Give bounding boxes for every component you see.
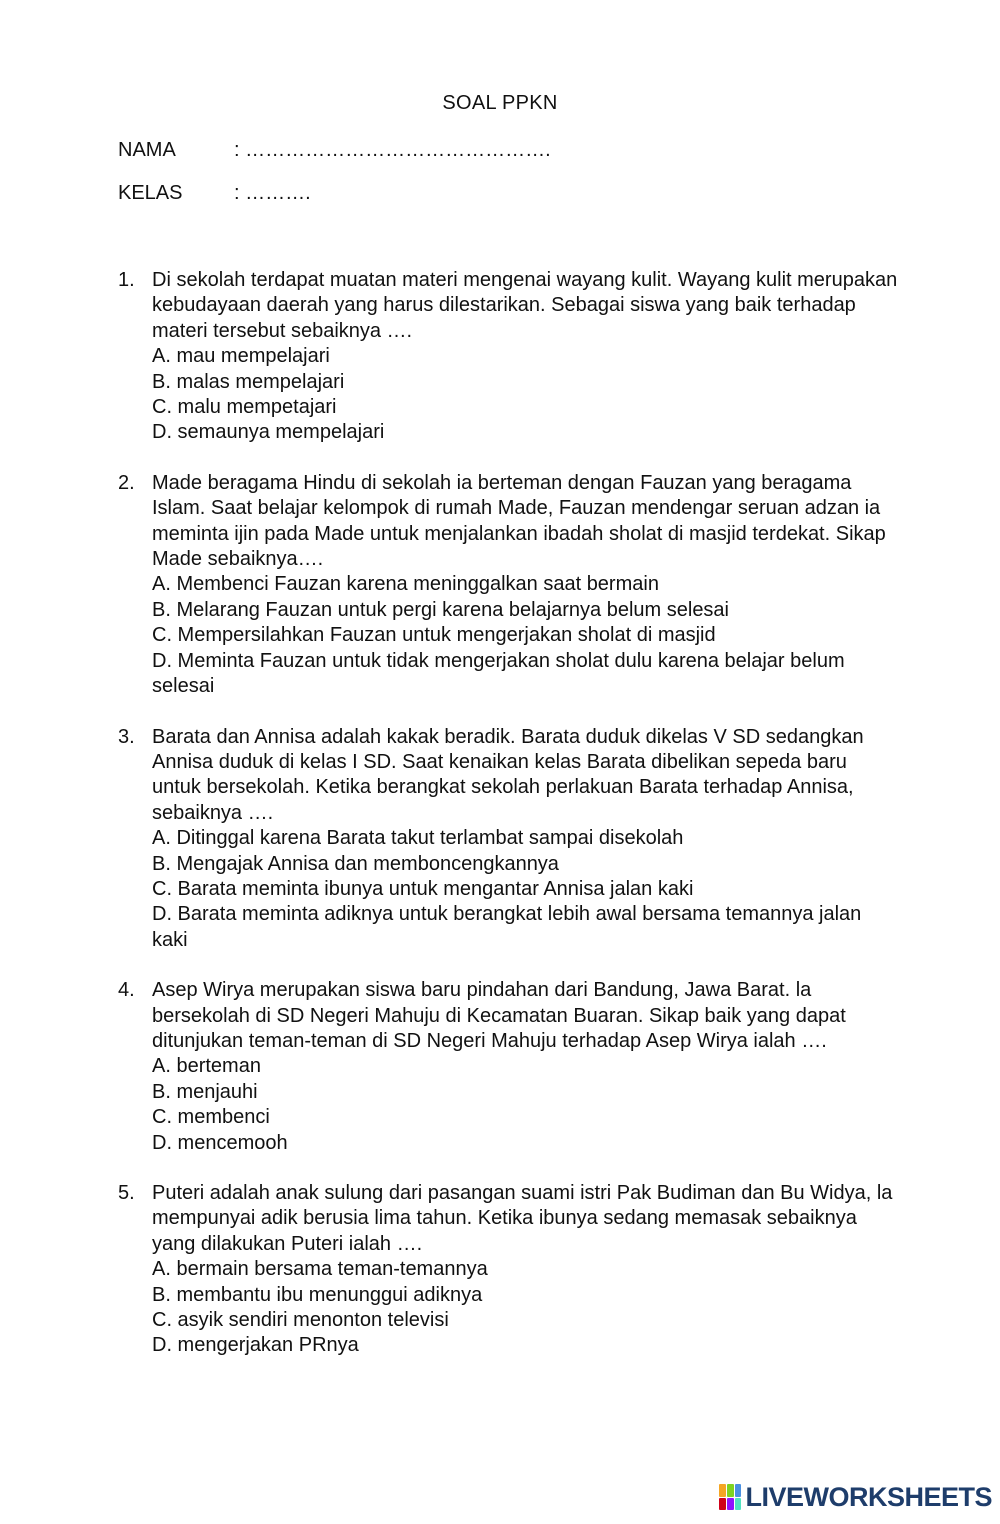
option-b: B. malas mempelajari	[152, 370, 345, 393]
option-a: A. berteman	[152, 1055, 261, 1078]
option-a: A. bermain bersama teman-temannya	[152, 1258, 488, 1281]
question-list	[118, 268, 898, 1384]
option-a: A. mau mempelajari	[152, 345, 330, 368]
logo-cell	[727, 1484, 734, 1497]
option-a: A. Ditinggal karena Barata takut terlambat sampai disekolah	[152, 827, 684, 850]
option-b: B. membantu ibu menunggui adiknya	[152, 1283, 483, 1306]
logo-cell	[719, 1498, 726, 1511]
name-field	[118, 138, 551, 162]
class-field	[118, 181, 311, 205]
option-d: D. semaunya mempelajari	[152, 421, 385, 444]
option-b: B. Melarang Fauzan untuk pergi karena belajarnya belum selesai	[152, 598, 730, 621]
logo-cell	[735, 1498, 742, 1511]
option-d: D. mencemooh	[152, 1131, 288, 1154]
question-number: 5.	[118, 1182, 135, 1204]
question-text: Asep Wirya merupakan siswa baru pindahan dari Bandung, Jawa Barat. la bersekolah di SD Negeri Mahuju di Kecamatan Buaran. Sikap baik yang dapat ditunjukan teman-teman di SD Negeri Mahuju terhadap Asep Wirya ialah ….	[152, 979, 846, 1052]
question-text: Puteri adalah anak sulung dari pasangan suami istri Pak Budiman dan Bu Widya, la mempunyai adik berusia lima tahun. Ketika ibunya sedang memasak sebaiknya yang dilakukan Puteri ialah ….	[152, 1182, 893, 1255]
liveworksheets-watermark	[719, 1480, 992, 1514]
page-title: SOAL PPKN	[442, 92, 558, 114]
question-2	[118, 471, 898, 700]
question-4	[118, 978, 898, 1156]
option-b: B. menjauhi	[152, 1080, 258, 1103]
watermark-text: LIVEWORKSHEETS	[745, 1481, 992, 1512]
question-number: 2.	[118, 471, 135, 494]
logo-cell	[727, 1498, 734, 1511]
option-b: B. Mengajak Annisa dan memboncengkannya	[152, 852, 559, 875]
class-blank: : ……….	[234, 182, 311, 204]
question-number: 4.	[118, 979, 135, 1002]
question-text: Di sekolah terdapat muatan materi mengenai wayang kulit. Wayang kulit merupakan kebudayaan daerah yang harus dilestarikan. Sebagai siswa yang baik terhadap materi tersebut sebaiknya ….	[152, 269, 898, 342]
option-c: C. membenci	[152, 1106, 270, 1129]
question-text: Barata dan Annisa adalah kakak beradik. Barata duduk dikelas V SD sedangkan Annisa duduk di kelas I SD. Saat kenaikan kelas Barata dibelikan sepeda baru untuk bersekolah. Ketika berangkat sekolah perlakuan Barata terhadap Annisa, sebaiknya ….	[152, 725, 864, 824]
option-a: A. Membenci Fauzan karena meninggalkan saat bermain	[152, 573, 659, 596]
option-d: D. mengerjakan PRnya	[152, 1334, 359, 1357]
liveworksheets-logo-icon	[719, 1484, 741, 1510]
name-blank: : ……………………………………….	[234, 139, 551, 161]
question-3	[118, 725, 898, 954]
question-number: 3.	[118, 725, 135, 748]
question-text: Made beragama Hindu di sekolah ia berteman dengan Fauzan yang beragama Islam. Saat belajar kelompok di rumah Made, Fauzan mendengar seruan adzan ia meminta ijin pada Made untuk menjalankan ibadah sholat di masjid terdekat. Sikap Made sebaiknya….	[152, 471, 886, 571]
question-5	[118, 1181, 898, 1359]
option-c: C. Mempersilahkan Fauzan untuk mengerjakan sholat di masjid	[152, 624, 716, 647]
option-c: C. asyik sendiri menonton televisi	[152, 1309, 449, 1332]
logo-cell	[719, 1484, 726, 1497]
question-1	[118, 268, 898, 446]
question-number: 1.	[118, 269, 135, 291]
option-d: D. Meminta Fauzan untuk tidak mengerjakan sholat dulu karena belajar belum selesai	[152, 649, 845, 698]
class-label: KELAS	[118, 182, 183, 204]
name-label: NAMA	[118, 139, 176, 161]
logo-cell	[735, 1484, 742, 1497]
option-d: D. Barata meminta adiknya untuk berangkat lebih awal bersama temannya jalan kaki	[152, 903, 862, 951]
option-c: C. Barata meminta ibunya untuk mengantar Annisa jalan kaki	[152, 877, 694, 900]
option-c: C. malu mempetajari	[152, 396, 337, 419]
